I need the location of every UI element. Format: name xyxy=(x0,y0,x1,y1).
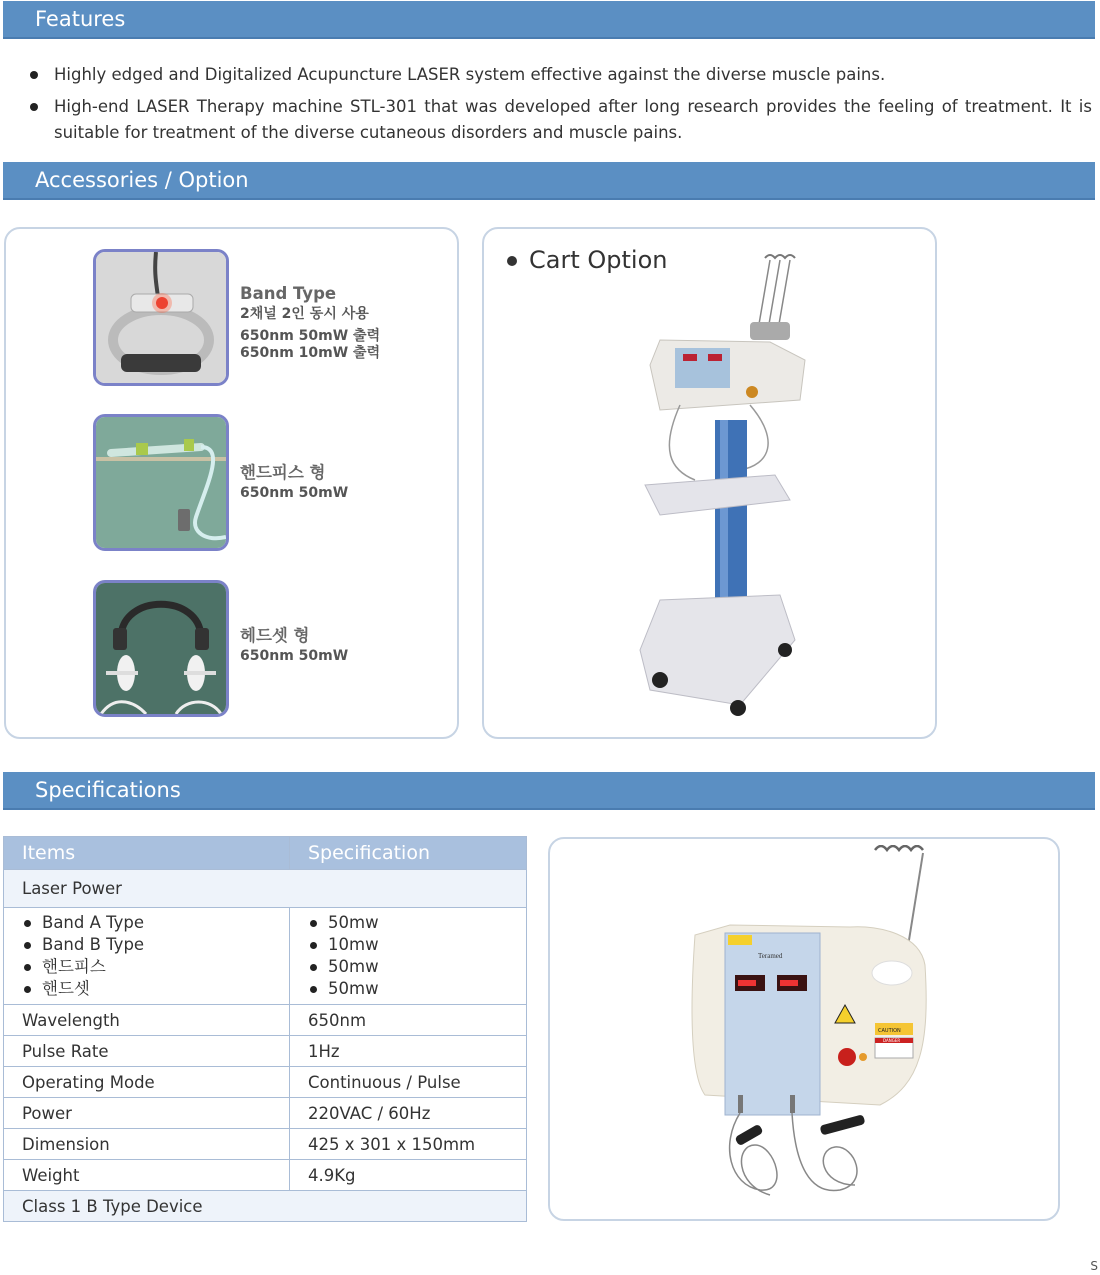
specifications-title: Specifications xyxy=(35,778,181,802)
table-row xyxy=(4,1005,527,1036)
column-header-items: Items xyxy=(4,837,290,870)
table-row xyxy=(4,1129,527,1160)
spec-value: 1Hz xyxy=(290,1036,527,1067)
spec-value: 650nm xyxy=(290,1005,527,1036)
spec-item: Pulse Rate xyxy=(4,1036,290,1067)
specifications-table xyxy=(3,836,527,1222)
device-illustration xyxy=(680,845,940,1205)
cart-device-illustration xyxy=(620,250,820,720)
laser-types-cell xyxy=(4,908,290,1005)
device-class-label: Class 1 B Type Device xyxy=(4,1191,527,1222)
table-row xyxy=(4,1036,527,1067)
spec-value: 425 x 301 x 150mm xyxy=(290,1129,527,1160)
band-type-photo xyxy=(93,249,229,386)
laser-values-cell xyxy=(290,908,527,1005)
table-row xyxy=(4,1191,527,1222)
list-item: 핸드셋 xyxy=(22,978,271,1000)
list-item: 50mw xyxy=(308,912,508,934)
table-row xyxy=(4,870,527,908)
spec-item: Wavelength xyxy=(4,1005,290,1036)
features-title: Features xyxy=(35,7,126,31)
spec-item: Weight xyxy=(4,1160,290,1191)
list-item: 10mw xyxy=(308,934,508,956)
accessory-title: Band Type xyxy=(240,284,337,303)
brand-label: Teramed xyxy=(758,952,783,960)
spec-value: Continuous / Pulse xyxy=(290,1067,527,1098)
accessory-line: 2채널 2인 동시 사용 xyxy=(240,306,369,322)
accessory-line: 650nm 50mW xyxy=(240,485,349,501)
headset-info xyxy=(240,627,348,665)
headset-photo xyxy=(93,580,229,717)
cart-option-label: Cart Option xyxy=(507,246,667,274)
laser-power-label: Laser Power xyxy=(4,870,527,908)
list-item: 50mw xyxy=(308,978,508,1000)
feature-item: Highly edged and Digitalized Acupuncture LASER system effective against the diverse muscle pains. xyxy=(30,62,1092,88)
list-item: 핸드피스 xyxy=(22,956,271,978)
features-list xyxy=(30,62,1092,152)
danger-label: DANGER xyxy=(883,1038,901,1043)
spec-value: 220VAC / 60Hz xyxy=(290,1098,527,1129)
spec-item: Operating Mode xyxy=(4,1067,290,1098)
table-row xyxy=(4,1098,527,1129)
specifications-header xyxy=(3,772,1095,810)
accessory-line: 650nm 50mW xyxy=(240,648,349,664)
caution-label: CAUTION xyxy=(878,1028,901,1034)
handpiece-photo xyxy=(93,414,229,551)
list-item: Band B Type xyxy=(22,934,271,956)
table-header-row xyxy=(4,837,527,870)
spec-item: Power xyxy=(4,1098,290,1129)
list-item: Band A Type xyxy=(22,912,271,934)
accessories-header xyxy=(3,162,1095,200)
feature-item: High-end LASER Therapy machine STL-301 that was developed after long research provides the feeling of treatment. It is suitable for treatment of the diverse cutaneous disorders and muscle pains. xyxy=(30,94,1092,146)
accessory-title: 헤드셋 형 xyxy=(240,626,310,645)
table-row xyxy=(4,908,527,1005)
list-item: 50mw xyxy=(308,956,508,978)
spec-value: 4.9Kg xyxy=(290,1160,527,1191)
accessory-line: 650nm 10mW 출력 xyxy=(240,345,381,361)
band-type-info xyxy=(240,285,380,362)
spec-item: Dimension xyxy=(4,1129,290,1160)
features-header xyxy=(3,1,1095,39)
page-number: S xyxy=(1090,1259,1098,1273)
table-row xyxy=(4,1160,527,1191)
accessory-title: 핸드피스 형 xyxy=(240,463,326,482)
handpiece-info xyxy=(240,464,348,502)
accessory-line: 650nm 50mW 출력 xyxy=(240,328,381,344)
accessories-title: Accessories / Option xyxy=(35,168,249,192)
accessories-panel xyxy=(4,227,459,739)
column-header-spec: Specification xyxy=(290,837,527,870)
table-row xyxy=(4,1067,527,1098)
